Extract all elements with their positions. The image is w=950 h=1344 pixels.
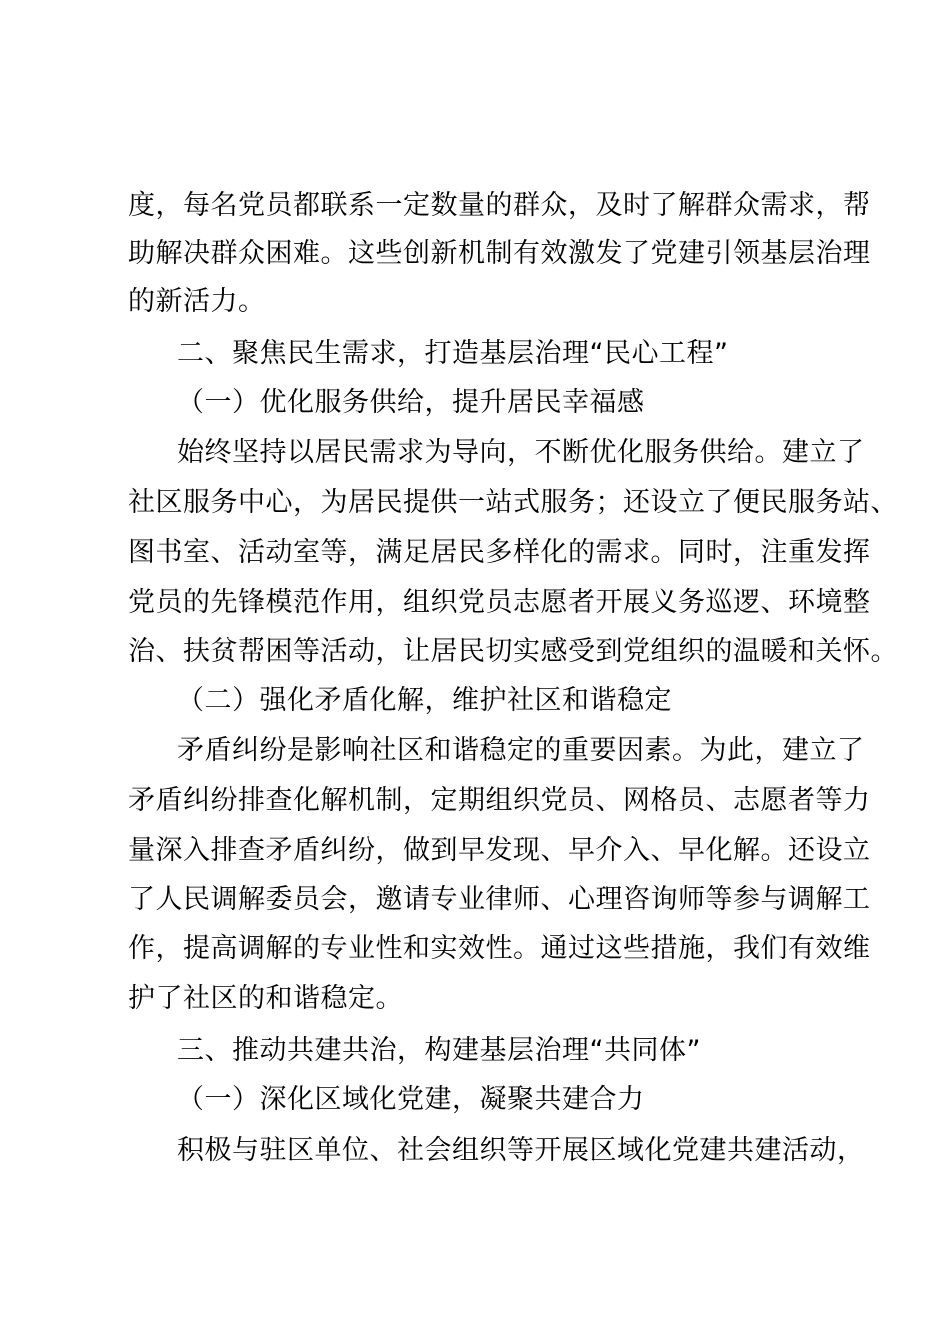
subsection-heading: （一）深化区域化党建，凝聚共建合力 [177, 1084, 645, 1115]
body-text-line: 图书室、活动室等，满足居民多样化的需求。同时，注重发挥 [128, 537, 871, 568]
body-text-line: 党员的先锋模范作用，组织党员志愿者开展义务巡逻、环境整 [128, 587, 871, 618]
body-text-line: 矛盾纠纷是影响社区和谐稳定的重要因素。为此，建立了 [177, 735, 865, 766]
section-heading: 三、推动共建共治，构建基层治理“共同体” [177, 1035, 701, 1066]
body-text-line: 的新活力。 [128, 286, 266, 317]
subsection-heading: （一）优化服务供给，提升居民幸福感 [177, 387, 645, 418]
section-heading: 二、聚焦民生需求，打造基层治理“民心工程” [177, 338, 729, 369]
body-text-line: 助解决群众困难。这些创新机制有效激发了党建引领基层治理 [128, 238, 871, 269]
body-text-line: 护了社区的和谐稳定。 [128, 983, 403, 1014]
body-text-line: 积极与驻区单位、社会组织等开展区域化党建共建活动， [177, 1135, 865, 1166]
body-text-line: 社区服务中心，为居民提供一站式服务；还设立了便民服务站、 [128, 487, 898, 518]
body-text-line: 量深入排查矛盾纠纷，做到早发现、早介入、早化解。还设立 [128, 835, 871, 866]
body-text-line: 治、扶贫帮困等活动，让居民切实感受到党组织的温暖和关怀。 [128, 636, 898, 667]
body-text-line: 矛盾纠纷排查化解机制，定期组织党员、网格员、志愿者等力 [128, 785, 871, 816]
body-text-line: 作，提高调解的专业性和实效性。通过这些措施，我们有效维 [128, 933, 871, 964]
body-text-line: 了人民调解委员会，邀请专业律师、心理咨询师等参与调解工 [128, 884, 871, 915]
body-text-line: 度，每名党员都联系一定数量的群众，及时了解群众需求，帮 [128, 190, 871, 221]
body-text-line: 始终坚持以居民需求为导向，不断优化服务供给。建立了 [177, 437, 865, 468]
subsection-heading: （二）强化矛盾化解，维护社区和谐稳定 [177, 685, 672, 716]
